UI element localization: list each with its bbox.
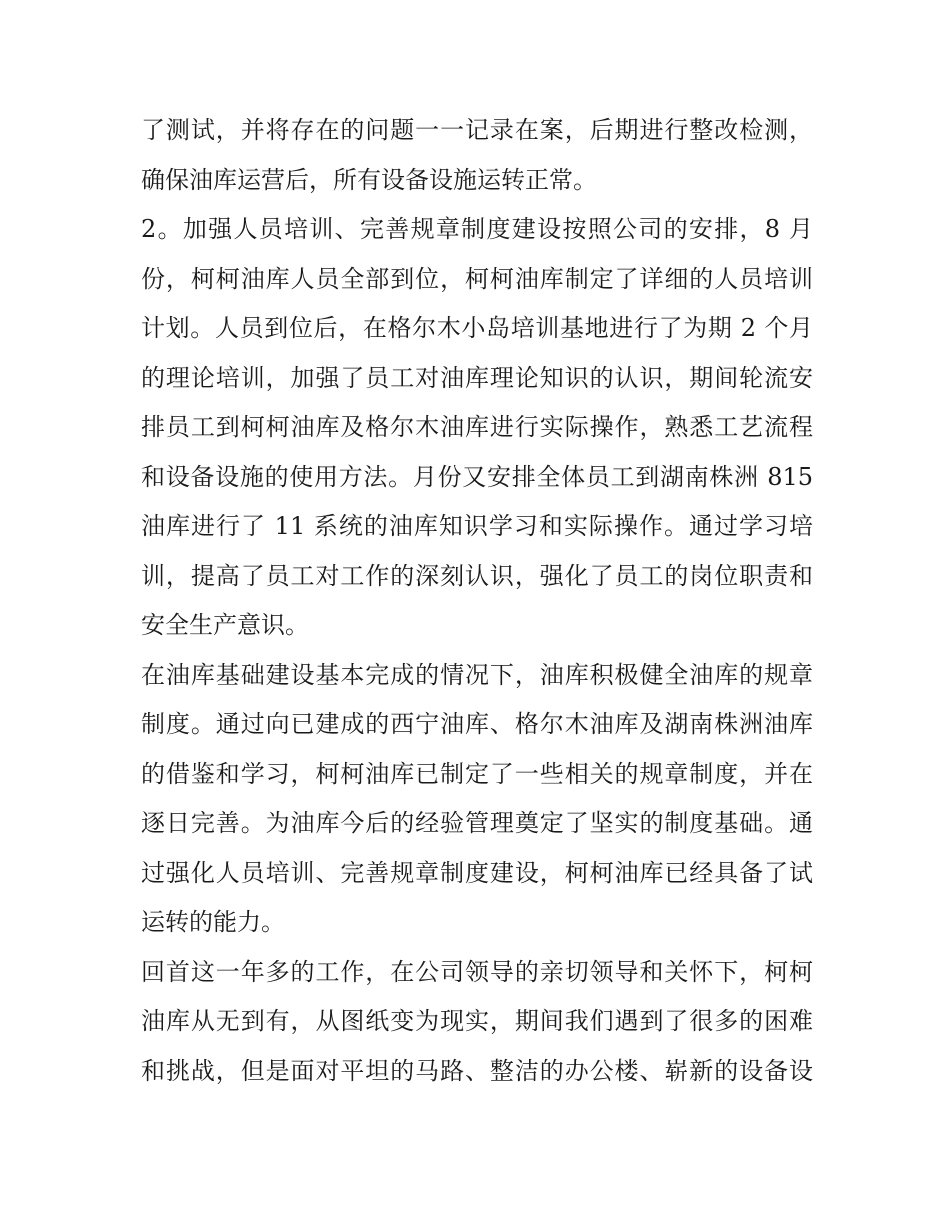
paragraph-review: [141, 948, 813, 1097]
paragraph-equipment-testing: [141, 106, 813, 205]
text-line: 的借鉴和学习，柯柯油库已制定了一些相关的规章制度，并在: [141, 759, 813, 788]
text-line: 和设备设施的使用方法。月份又安排全体员工到湖南株洲 815: [141, 462, 813, 491]
text-line: 过强化人员培训、完善规章制度建设，柯柯油库已经具备了试: [141, 858, 813, 887]
text-line: 在油库基础建设基本完成的情况下，油库积极健全油库的规章: [141, 660, 813, 689]
text-line: 制度。通过向已建成的西宁油库、格尔木油库及湖南株洲油库: [141, 710, 813, 738]
paragraph-rules-system: [141, 651, 813, 948]
text-line: 安全生产意识。: [141, 611, 309, 639]
text-line: 计划。人员到位后，在格尔木小岛培训基地进行了为期 2 个月: [141, 314, 813, 342]
text-line: 运转的能力。: [141, 908, 285, 936]
document-body: [141, 106, 813, 1096]
text-line: 油库进行了 11 系统的油库知识学习和实际操作。通过学习培: [141, 512, 813, 540]
text-line: 份，柯柯油库人员全部到位，柯柯油库制定了详细的人员培训: [141, 264, 813, 293]
text-line: 和挑战，但是面对平坦的马路、整洁的办公楼、崭新的设备设: [141, 1056, 813, 1085]
paragraph-staff-training: [141, 205, 813, 651]
text-line: 了测试，并将存在的问题一一记录在案，后期进行整改检测，: [141, 116, 813, 144]
text-line: 排员工到柯柯油库及格尔木油库进行实际操作，熟悉工艺流程: [141, 413, 813, 441]
text-line: 2。加强人员培训、完善规章制度建设按照公司的安排，8 月: [141, 215, 813, 243]
text-line: 逐日完善。为油库今后的经验管理奠定了坚实的制度基础。通: [141, 809, 813, 837]
text-line: 确保油库运营后，所有设备设施运转正常。: [141, 165, 597, 194]
text-line: 的理论培训，加强了员工对油库理论知识的认识，期间轮流安: [141, 363, 813, 392]
text-line: 训，提高了员工对工作的深刻认识，强化了员工的岗位职责和: [141, 561, 813, 590]
text-line: 油库从无到有，从图纸变为现实，期间我们遇到了很多的困难: [141, 1007, 813, 1035]
text-line: 回首这一年多的工作，在公司领导的亲切领导和关怀下，柯柯: [141, 957, 813, 986]
